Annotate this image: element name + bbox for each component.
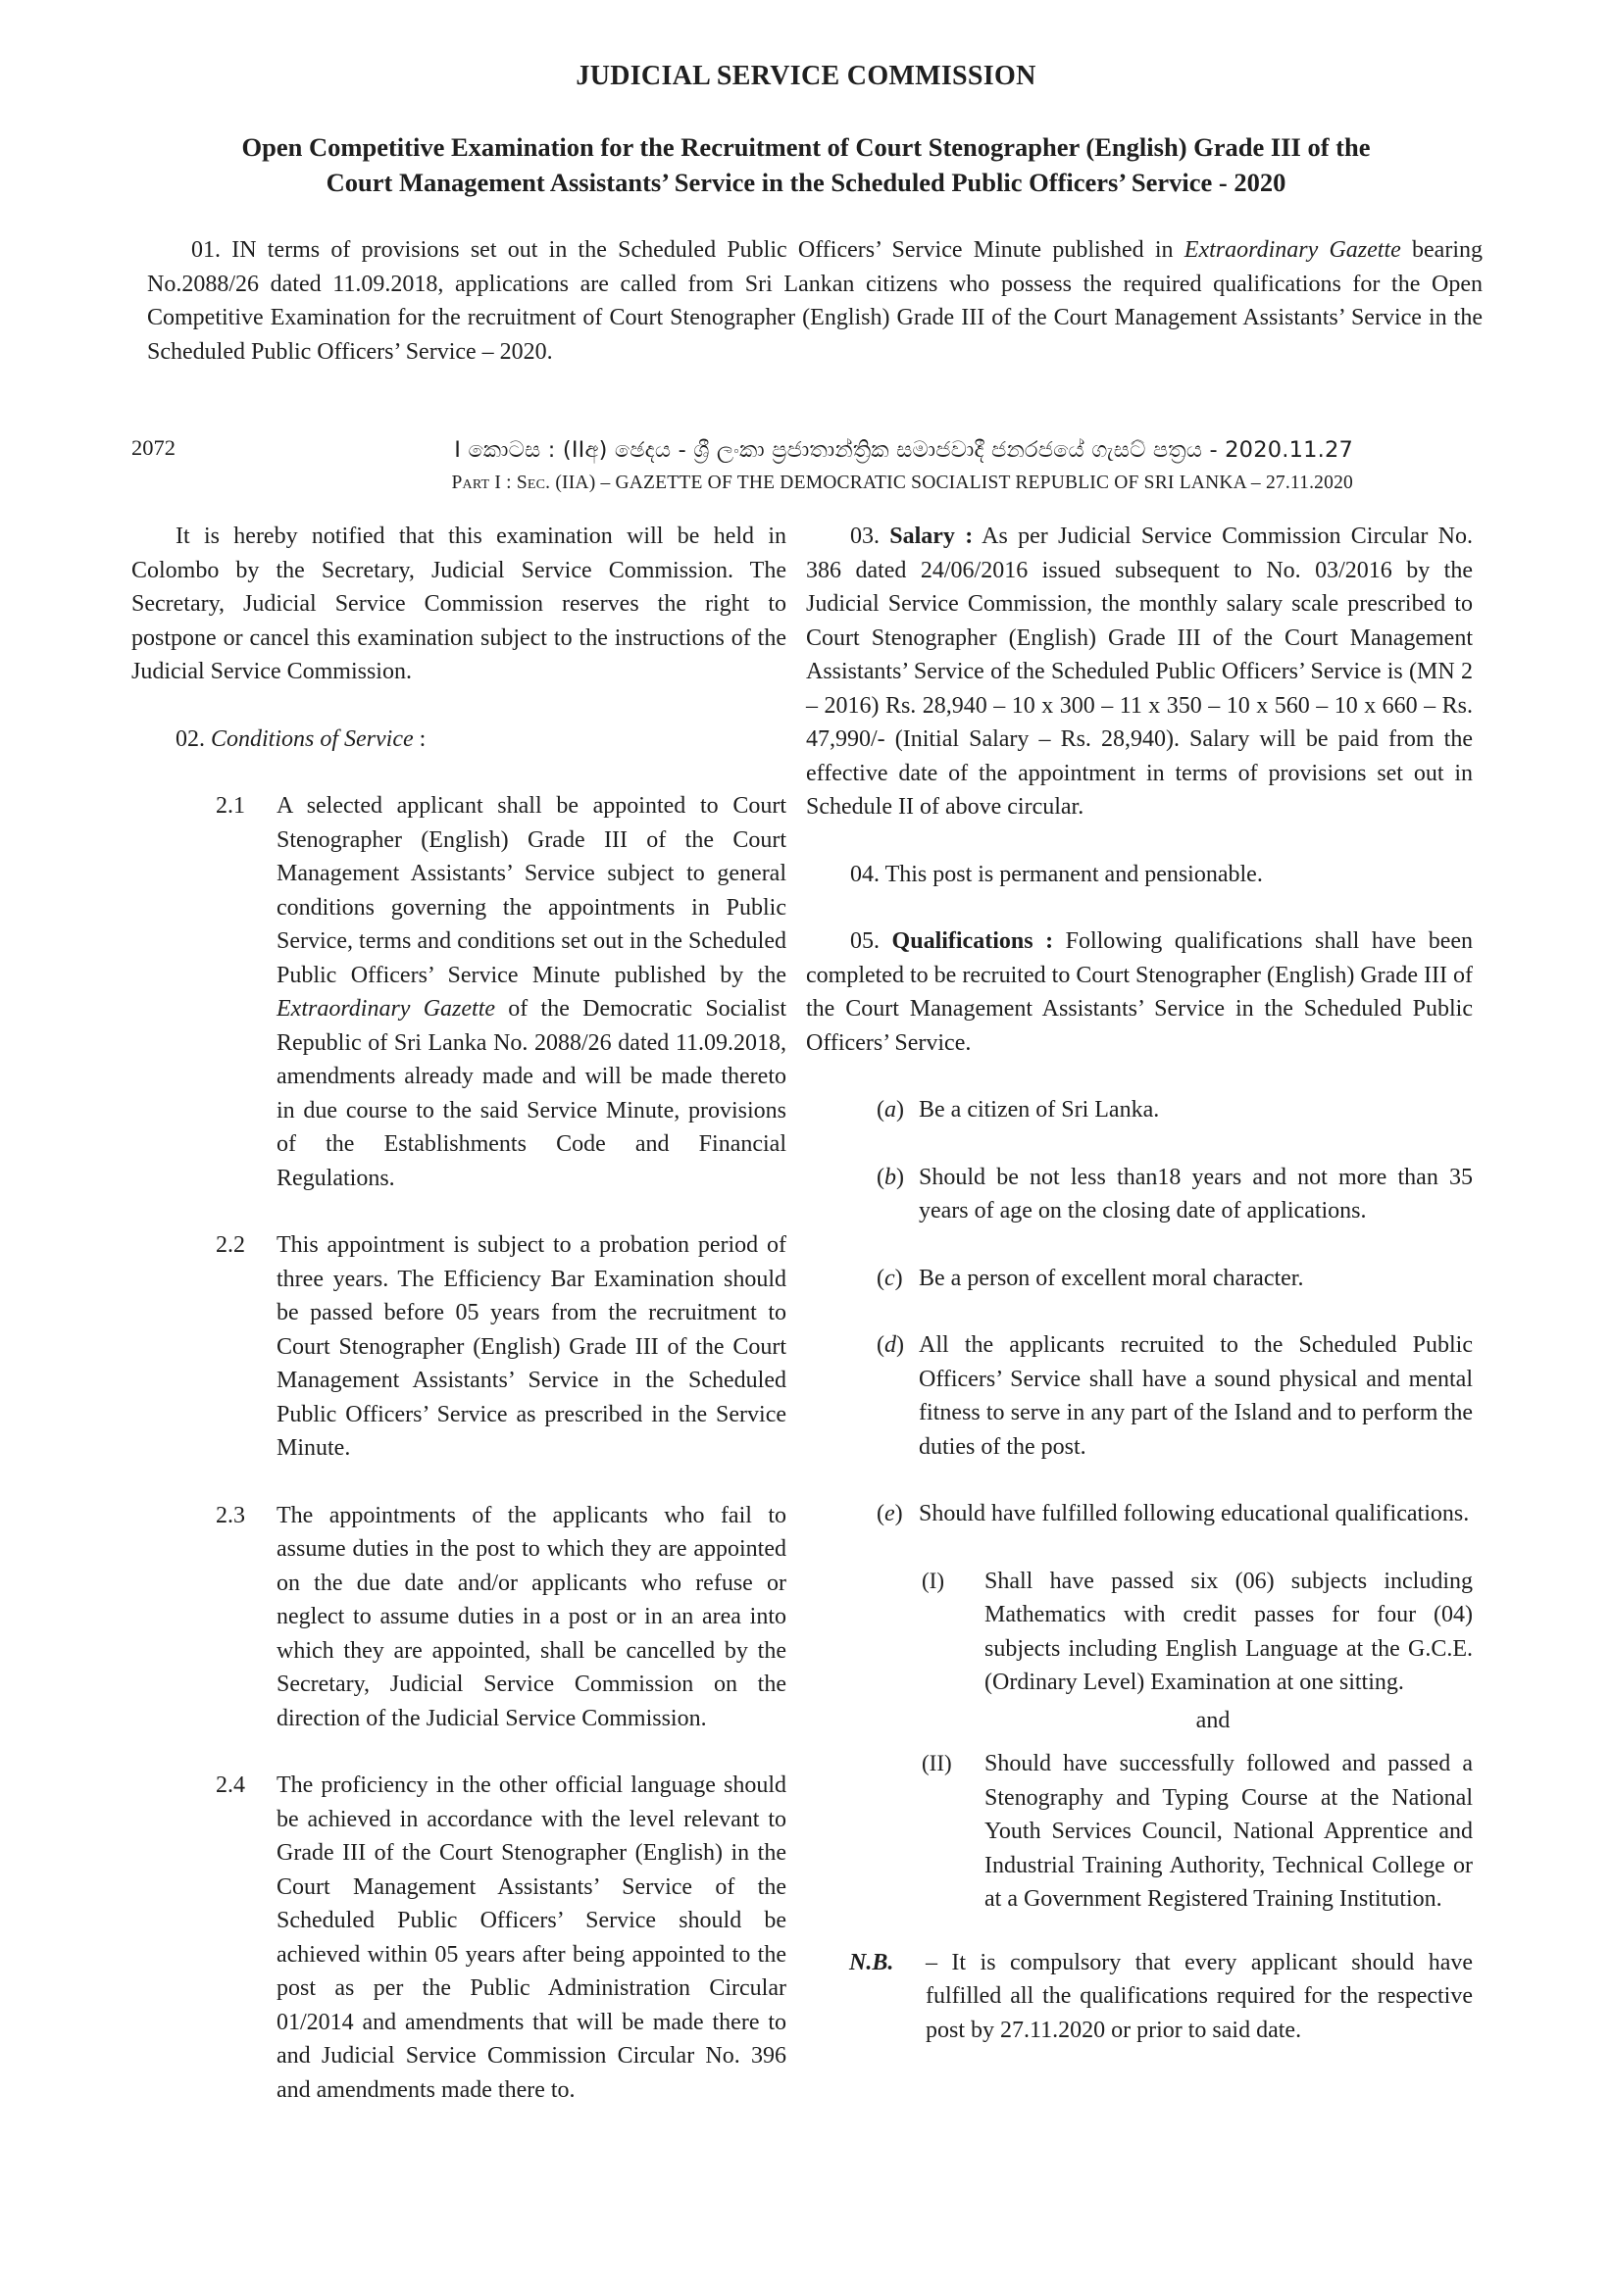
qualifications-label: Qualifications : — [891, 928, 1054, 954]
criterion-b — [806, 1161, 1473, 1228]
intro-gazette-italic: Extraordinary Gazette — [1184, 237, 1401, 263]
exam-title-line-2: Court Management Assistants’ Service in the Scheduled Public Officers’ Service - 2020 — [326, 168, 1286, 197]
header-separator: : — [501, 473, 517, 493]
condition-gazette-italic: Extraordinary Gazette — [277, 996, 496, 1022]
running-header-sinhala: I කොටස : (IIඅ) ඡෙදය - ශ්‍රී ලංකා ප්‍රජාතාන්ත්‍රික සමාජවාදී ජනරජයේ ගැසට් පත්‍රය - 2020.11.27 — [454, 437, 1353, 463]
salary-label: Salary : — [889, 524, 974, 549]
criterion-text: Should have fulfilled following educational qualifications. — [919, 1501, 1470, 1526]
exam-title-line-1: Open Competitive Examination for the Recruitment of Court Stenographer (English) Grade III of the — [241, 132, 1371, 162]
condition-item-2-4 — [131, 1769, 786, 2107]
intro-text-2: bearing No.2088/26 dated 11.09.2018, applications are called from Sri Lankan citizens who possess the required qualifications for the Open Competitive Examination for the recruitment of Court Stenographer (English) Grade III of the Court Management Assistants’ Service in the Scheduled Public Officers’ Service – 2020. — [147, 237, 1483, 365]
criterion-c — [806, 1262, 1473, 1296]
education-item-2 — [806, 1747, 1473, 1917]
commission-heading: JUDICIAL SERVICE COMMISSION — [576, 61, 1036, 91]
header-rest: (IIA) – GAZETTE OF THE DEMOCRATIC SOCIALIST REPUBLIC OF SRI LANKA – 27.11.2020 — [550, 473, 1353, 493]
nb-text: – It is compulsory that every applicant should have fulfilled all the qualifications required for the respective post by 27.11.2020 or prior to said date. — [926, 1949, 1473, 2043]
exam-title — [127, 129, 1485, 200]
criterion-label: (a) — [877, 1097, 904, 1123]
education-item-1 — [806, 1565, 1473, 1700]
condition-number: 2.4 — [216, 1772, 245, 1798]
nota-bene — [806, 1946, 1473, 2048]
qualifications-paragraph — [806, 924, 1473, 1060]
education-text: Shall have passed six (06) subjects including Mathematics with credit passes for four (04) subjects including English Language at the G.C.E. (Ordinary Level) Examination at one sitting. — [984, 1568, 1473, 1695]
and-connector: and — [1195, 1707, 1231, 1733]
conditions-label: Conditions of Service — [211, 725, 414, 752]
criterion-e — [806, 1497, 1473, 1531]
nb-label: N.B. — [849, 1949, 894, 1975]
conditions-heading — [176, 723, 786, 757]
criterion-label: (d) — [877, 1332, 904, 1358]
header-sec: Sec. — [516, 473, 551, 493]
salary-text: As per Judicial Service Commission Circular No. 386 dated 24/06/2016 issued subsequent to No. 03/2016 by the Judicial Service Commission, the monthly salary scale prescribed to Court Stenographer (English) Grade III of the Court Management Assistants’ Service of the Scheduled Public Officers’ Service is (MN 2 – 2016) Rs. 28,940 – 10 x 300 – 11 x 350 – 10 x 560 – 10 x 660 – Rs. 47,990/- (Initial Salary – Rs. 28,940). Salary will be paid from the effective date of the appointment in terms of provisions set out in Schedule II of above circular. — [806, 524, 1473, 820]
criterion-text: All the applicants recruited to the Scheduled Public Officers’ Service shall have a sound physical and mental fitness to serve in any part of the Island and to perform the duties of the post. — [919, 1332, 1473, 1460]
condition-item-2-2 — [131, 1228, 786, 1466]
education-label: (I) — [922, 1568, 944, 1593]
condition-text-a: A selected applicant shall be appointed to Court Stenographer (English) Grade III of the Court Management Assistants’ Service subject to general conditions governing the appointments in Public Service, terms and conditions set out in the Scheduled Public Officers’ Service Minute published by the — [277, 793, 786, 988]
criterion-d — [806, 1328, 1473, 1464]
education-text: Should have successfully followed and passed a Stenography and Typing Course at the National Youth Services Council, National Apprentice and Industrial Training Authority, Technical College or at a Government Registered Training Institution. — [984, 1751, 1473, 1912]
criterion-a — [806, 1093, 1473, 1127]
salary-number: 03. — [850, 524, 890, 549]
conditions-colon: : — [413, 725, 427, 752]
condition-text-b: of the Democratic Socialist Republic of Sri Lanka No. 2088/26 dated 11.09.2018, amendments already made and will be made thereto in due course to the said Service Minute, provisions of the Establishments Code and Financial Regulations. — [277, 996, 786, 1191]
exam-notice-paragraph: It is hereby notified that this examination will be held in Colombo by the Secretary, Judicial Service Commission. The Secretary, Judicial Service Commission reserves the right to postpone or cancel this examination subject to the instructions of the Judicial Service Commission. — [131, 524, 786, 684]
qualifications-text: Following qualifications shall have been completed to be recruited to Court Stenographer (English) Grade III of the Court Management Assistants’ Service in the Scheduled Public Officers’ Service. — [806, 928, 1474, 1056]
education-label: (II) — [922, 1751, 952, 1775]
page-number: 2072 — [131, 435, 176, 460]
condition-number: 2.1 — [216, 793, 245, 819]
salary-paragraph — [806, 520, 1473, 824]
criterion-text: Be a citizen of Sri Lanka. — [919, 1097, 1160, 1123]
condition-text: This appointment is subject to a probation period of three years. The Efficiency Bar Examination should be passed before 05 years from the recruitment to Court Stenographer (English) Grade III of the Court Management Assistants’ Service in the Scheduled Public Officers’ Service as prescribed in the Service Minute. — [277, 1232, 786, 1461]
left-column — [131, 520, 786, 2107]
criterion-text: Be a person of excellent moral character. — [919, 1265, 1304, 1291]
running-header-english — [314, 473, 1353, 494]
right-column — [806, 520, 1473, 2047]
conditions-number: 02. — [176, 725, 211, 752]
intro-paragraph — [147, 233, 1483, 369]
condition-text: The proficiency in the other official language should be achieved in accordance with the level relevant to Grade III of the Court Stenographer (English) in the Court Management Assistants’ Service of the Scheduled Public Officers’ Service should be achieved within 05 years after being appointed to the post as per the Public Administration Circular 01/2014 and amendments that will be made there to and Judicial Service Commission Circular No. 396 and amendments made there to. — [277, 1772, 786, 2103]
criterion-text: Should be not less than18 years and not more than 35 years of age on the closing date of applications. — [919, 1164, 1473, 1223]
condition-item-2-1 — [131, 789, 786, 1195]
criterion-label: (e) — [877, 1501, 903, 1526]
criterion-label: (b) — [877, 1164, 904, 1190]
condition-number: 2.3 — [216, 1502, 245, 1528]
intro-text-1: 01. IN terms of provisions set out in the Scheduled Public Officers’ Service Minute published in — [191, 237, 1184, 263]
post-status-paragraph: 04. This post is permanent and pensionable. — [850, 861, 1263, 887]
condition-text: The appointments of the applicants who fail to assume duties in the post to which they are appointed on the due date and/or applicants who refuse or neglect to assume duties in a post or in an area into which they are appointed, shall be cancelled by the Secretary, Judicial Service Commission on the direction of the Judicial Service Commission. — [277, 1502, 786, 1731]
qualifications-number: 05. — [850, 928, 892, 954]
condition-number: 2.2 — [216, 1232, 245, 1258]
header-part: Part I — [451, 473, 502, 493]
criterion-label: (c) — [877, 1265, 903, 1291]
condition-item-2-3 — [131, 1499, 786, 1736]
